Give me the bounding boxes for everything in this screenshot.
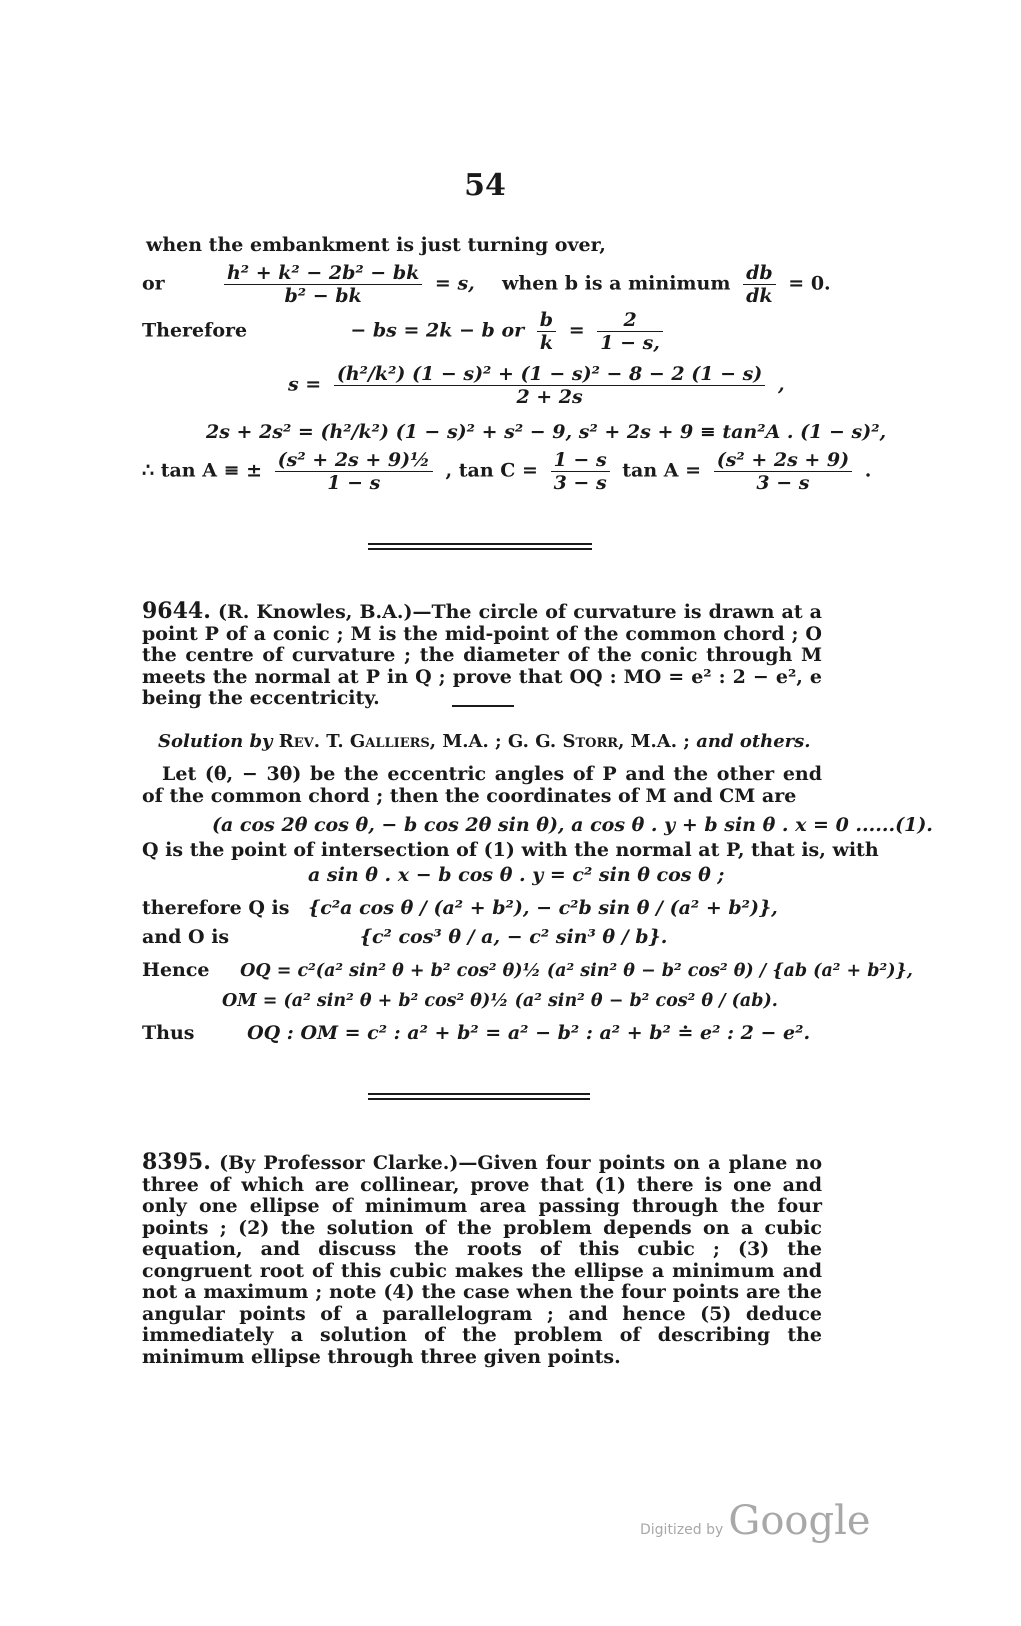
eq5-tana: tan A =	[622, 459, 702, 482]
short-divider	[452, 705, 514, 707]
page-number: 54	[464, 168, 506, 203]
problem-number: 8395.	[142, 1149, 211, 1175]
eq3-tail: ,	[777, 373, 785, 396]
eq2-fraction-2: $\frac{2}{1 - s,}$	[597, 309, 663, 354]
line3-lead: therefore Q is	[142, 897, 290, 919]
solution-line-6: OM = (a² sin² θ + b² cos² θ)½ (a² sin² θ − b² cos² θ / (ab).	[222, 991, 778, 1011]
line4-math: {c² cos³ θ / a, − c² sin³ θ / b}.	[359, 926, 668, 948]
divider-rule	[368, 1098, 590, 1100]
eq3-fraction: $\frac{\text{(h²/k²) (1 − s)² + (1 − s)² − 8 − 2 (1 − s)}}{2 + 2s}$	[334, 363, 765, 408]
problem-statement: (R. Knowles, B.A.)—The circle of curvature is drawn at a point P of a conic ; M is the mid-point of the common chord ; O the centre of curvature ; the diameter of the conic through M meets the normal at P in Q ; prove that OQ : MO = e² : 2 − e², e being the eccentricity.	[142, 601, 822, 709]
eq2-fraction-b-k: $\frac{b}{k}$	[537, 309, 556, 354]
solution-heading	[158, 731, 811, 753]
solution-line-5	[142, 959, 913, 981]
solution-line-1: (a cos 2θ cos θ, − b cos 2θ sin θ), a cos θ . y + b sin θ . x = 0 ......(1).	[212, 814, 933, 836]
divider-rule	[368, 548, 592, 550]
eq1-lead: or	[142, 272, 165, 295]
intro-line: when the embankment is just turning over,	[146, 234, 606, 256]
line3-math: {c²a cos θ / (a² + b²), − c²b sin θ / (a² + b²)},	[308, 897, 778, 919]
equation-4: 2s + 2s² = (h²/k²) (1 − s)² + s² − 9, s² + 2s + 9 ≡ tan²A . (1 − s)²,	[206, 421, 887, 443]
eq1-fraction: $\frac{\text{h² + k² − 2b² − bk}}{\text{b² − bk}}$	[224, 262, 422, 307]
solution-paragraph-2: Q is the point of intersection of (1) with the normal at P, that is, with	[142, 839, 879, 861]
eq5-fraction-1: $\frac{\text{(s² + 2s + 9)½}}{1 - s}$	[275, 449, 433, 494]
problem-statement: (By Professor Clarke.)—Given four points on a plane no three of which are collinear, prove that (1) there is one and only one ellipse of minimum area passing through the four points ; (2) the solution of the problem depends on a cubic equation, and discuss the roots of this cubic ; (3) the congruent root of this cubic makes the ellipse a minimum and not a maximum ; note (4) the case when the four points are the angular points of a parallelogram ; and hence (5) deduce immediately a solution of the problem of describing the minimum ellipse through three given points.	[142, 1152, 822, 1368]
equation-3	[288, 363, 785, 408]
eq1-derivative: $\frac{db}{dk}$	[743, 262, 776, 307]
equation-1	[142, 262, 831, 307]
line7-lead: Thus	[142, 1022, 195, 1044]
eq5-fraction-3: $\frac{\text{(s² + 2s + 9)}}{3 - s}$	[714, 449, 852, 494]
solution-paragraph-1: Let (θ, − 3θ) be the eccentric angles of P and the other end of the common chord ; then the coordinates of M and CM are	[142, 763, 822, 807]
eq3-lhs: s =	[288, 373, 322, 396]
solution-line-7	[142, 1022, 810, 1044]
eq1-tail: = 0.	[788, 272, 831, 295]
eq2-lead: Therefore	[142, 319, 248, 342]
solution-line-3	[142, 897, 778, 919]
watermark-logo: Google	[728, 1498, 871, 1544]
equation-5	[142, 449, 871, 494]
problem-9644	[142, 598, 822, 710]
problem-8395	[142, 1149, 822, 1368]
eq5-tail: .	[864, 459, 872, 482]
eq1-condition: when b is a minimum	[502, 272, 731, 295]
line7-math: OQ : OM = c² : a² + b² = a² − b² : a² + b² ≐ e² : 2 − e².	[247, 1022, 811, 1044]
divider-rule	[368, 1093, 590, 1095]
eq5-lead: ∴ tan A ≡ ±	[142, 459, 263, 482]
solution-tail: and others.	[696, 731, 811, 752]
eq2-lhs: − bs = 2k − b or	[350, 319, 525, 342]
solution-lead: Solution by	[158, 731, 273, 752]
line4-lead: and O is	[142, 926, 230, 948]
watermark-small: Digitized by	[640, 1522, 724, 1538]
eq5-tanc: , tan C =	[445, 459, 538, 482]
eq2-equals: =	[568, 319, 585, 342]
eq1-rhs: = s,	[434, 272, 475, 295]
equation-2	[142, 309, 669, 354]
solution-line-4	[142, 926, 667, 948]
solution-authors: Rev. T. Galliers, M.A. ; G. G. Storr, M.A. ;	[278, 731, 690, 752]
eq5-fraction-2: $\frac{1 - s}{3 - s}$	[551, 449, 610, 494]
line5-math: OQ = c²(a² sin² θ + b² cos² θ)½ (a² sin² θ − b² cos² θ) / {ab (a² + b²)},	[240, 961, 913, 981]
solution-line-2: a sin θ . x − b cos θ . y = c² sin θ cos θ ;	[308, 864, 725, 886]
problem-number: 9644.	[142, 598, 211, 624]
google-watermark	[640, 1498, 871, 1544]
line5-lead: Hence	[142, 959, 210, 981]
divider-rule	[368, 543, 592, 545]
